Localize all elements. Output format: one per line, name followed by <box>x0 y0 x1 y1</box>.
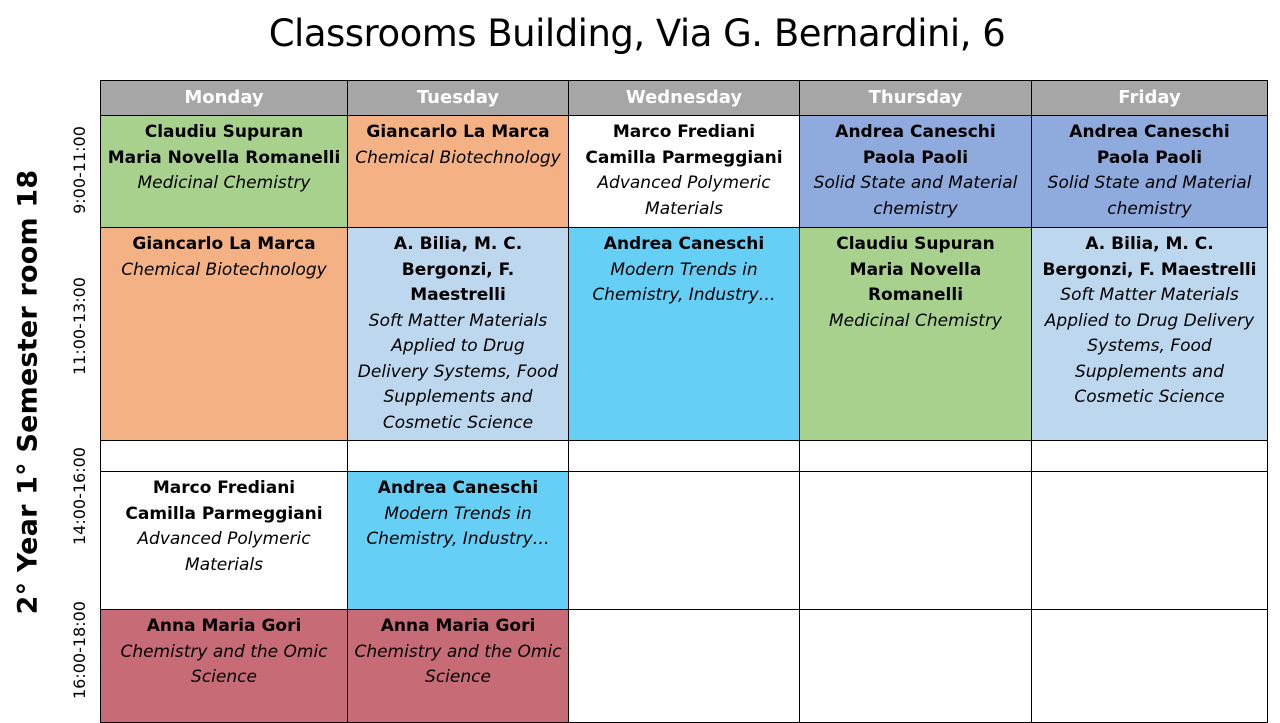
header-row <box>101 81 1268 116</box>
teacher: A. Bilia, M. C. Bergonzi, F. Maestrelli <box>393 234 523 305</box>
schedule-table <box>100 80 1268 723</box>
course-name: Soft Matter Materials Applied to Drug Delivery Systems, Food Supplements and Cosmetic Science <box>1044 285 1255 407</box>
teacher: Maria Novella Romanelli <box>849 259 982 305</box>
day-header-friday: Friday <box>1032 81 1268 116</box>
teacher: Andrea Caneschi <box>377 478 539 498</box>
day-header-tuesday: Tuesday <box>348 81 569 116</box>
teacher: Anna Maria Gori <box>380 616 536 636</box>
course-name: Soft Matter Materials Applied to Drug Delivery Systems, Food Supplements and Cosmetic Science <box>357 310 559 433</box>
slot-monday-9 <box>101 116 348 228</box>
course-name: Chemical Biotechnology <box>121 259 327 280</box>
slot-thursday-11 <box>800 228 1032 441</box>
empty-cell <box>348 441 569 472</box>
teacher: Andrea Caneschi <box>1069 122 1230 142</box>
course-name: Chemistry and the Omic Science <box>120 641 328 687</box>
time-label-16-18: 16:00-18:00 <box>70 601 89 699</box>
empty-cell <box>569 472 800 610</box>
empty-cell <box>1032 610 1268 723</box>
day-header-thursday: Thursday <box>800 81 1032 116</box>
day-header-wednesday: Wednesday <box>569 81 800 116</box>
course-name: Chemical Biotechnology <box>355 147 561 168</box>
empty-cell <box>800 441 1032 472</box>
teacher: Paola Paoli <box>862 147 969 168</box>
course-name: Solid State and Material chemistry <box>813 173 1018 219</box>
lunch-break-row <box>101 441 1268 472</box>
teacher: Marco Frediani <box>612 122 756 142</box>
slot-thursday-9 <box>800 116 1032 228</box>
page-title: Classrooms Building, Via G. Bernardini, 6 <box>268 12 1006 55</box>
course-name: Modern Trends in Chemistry, Industry… <box>366 503 550 549</box>
teacher: Giancarlo La Marca <box>366 122 550 142</box>
row-9-11 <box>101 116 1268 228</box>
teacher: Andrea Caneschi <box>603 234 765 254</box>
slot-tuesday-14 <box>348 472 569 610</box>
teacher: Giancarlo La Marca <box>132 234 316 254</box>
teacher: Anna Maria Gori <box>146 616 302 636</box>
slot-tuesday-9 <box>348 116 569 228</box>
time-label-11-13: 11:00-13:00 <box>70 277 89 375</box>
course-name: Solid State and Material chemistry <box>1047 173 1252 219</box>
teacher: Claudiu Supuran <box>144 122 304 142</box>
teacher: Marco Frediani <box>152 478 296 498</box>
empty-cell <box>569 441 800 472</box>
course-name: Advanced Polymeric Materials <box>597 173 771 219</box>
row-14-16 <box>101 472 1268 610</box>
teacher: Camilla Parmeggiani <box>585 147 783 168</box>
time-label-9-11: 9:00-11:00 <box>70 126 89 214</box>
slot-monday-14 <box>101 472 348 610</box>
course-name: Chemistry and the Omic Science <box>354 641 562 687</box>
empty-cell <box>569 610 800 723</box>
slot-monday-11 <box>101 228 348 441</box>
teacher: Maria Novella Romanelli <box>107 147 341 168</box>
teacher: Claudiu Supuran <box>836 234 995 254</box>
teacher: Andrea Caneschi <box>835 122 996 142</box>
empty-cell <box>1032 472 1268 610</box>
course-name: Medicinal Chemistry <box>137 173 311 193</box>
empty-cell <box>800 472 1032 610</box>
course-name: Modern Trends in Chemistry, Industry… <box>592 259 776 305</box>
course-name: Medicinal Chemistry <box>829 310 1002 331</box>
slot-tuesday-16 <box>348 610 569 723</box>
slot-wednesday-11 <box>569 228 800 441</box>
teacher: Camilla Parmeggiani <box>125 503 323 524</box>
empty-cell <box>1032 441 1268 472</box>
slot-wednesday-9 <box>569 116 800 228</box>
slot-friday-9 <box>1032 116 1268 228</box>
row-16-18 <box>101 610 1268 723</box>
teacher: A. Bilia, M. C. Bergonzi, F. Maestrelli <box>1042 234 1257 280</box>
slot-tuesday-11 <box>348 228 569 441</box>
time-label-14-16: 14:00-16:00 <box>70 447 89 545</box>
day-header-monday: Monday <box>101 81 348 116</box>
slot-monday-16 <box>101 610 348 723</box>
semester-room-label: 2° Year 1° Semester room 18 <box>12 169 44 615</box>
teacher: Paola Paoli <box>1096 147 1203 168</box>
row-11-13 <box>101 228 1268 441</box>
empty-cell <box>800 610 1032 723</box>
slot-friday-11 <box>1032 228 1268 441</box>
empty-cell <box>101 441 348 472</box>
course-name: Advanced Polymeric Materials <box>137 529 311 575</box>
